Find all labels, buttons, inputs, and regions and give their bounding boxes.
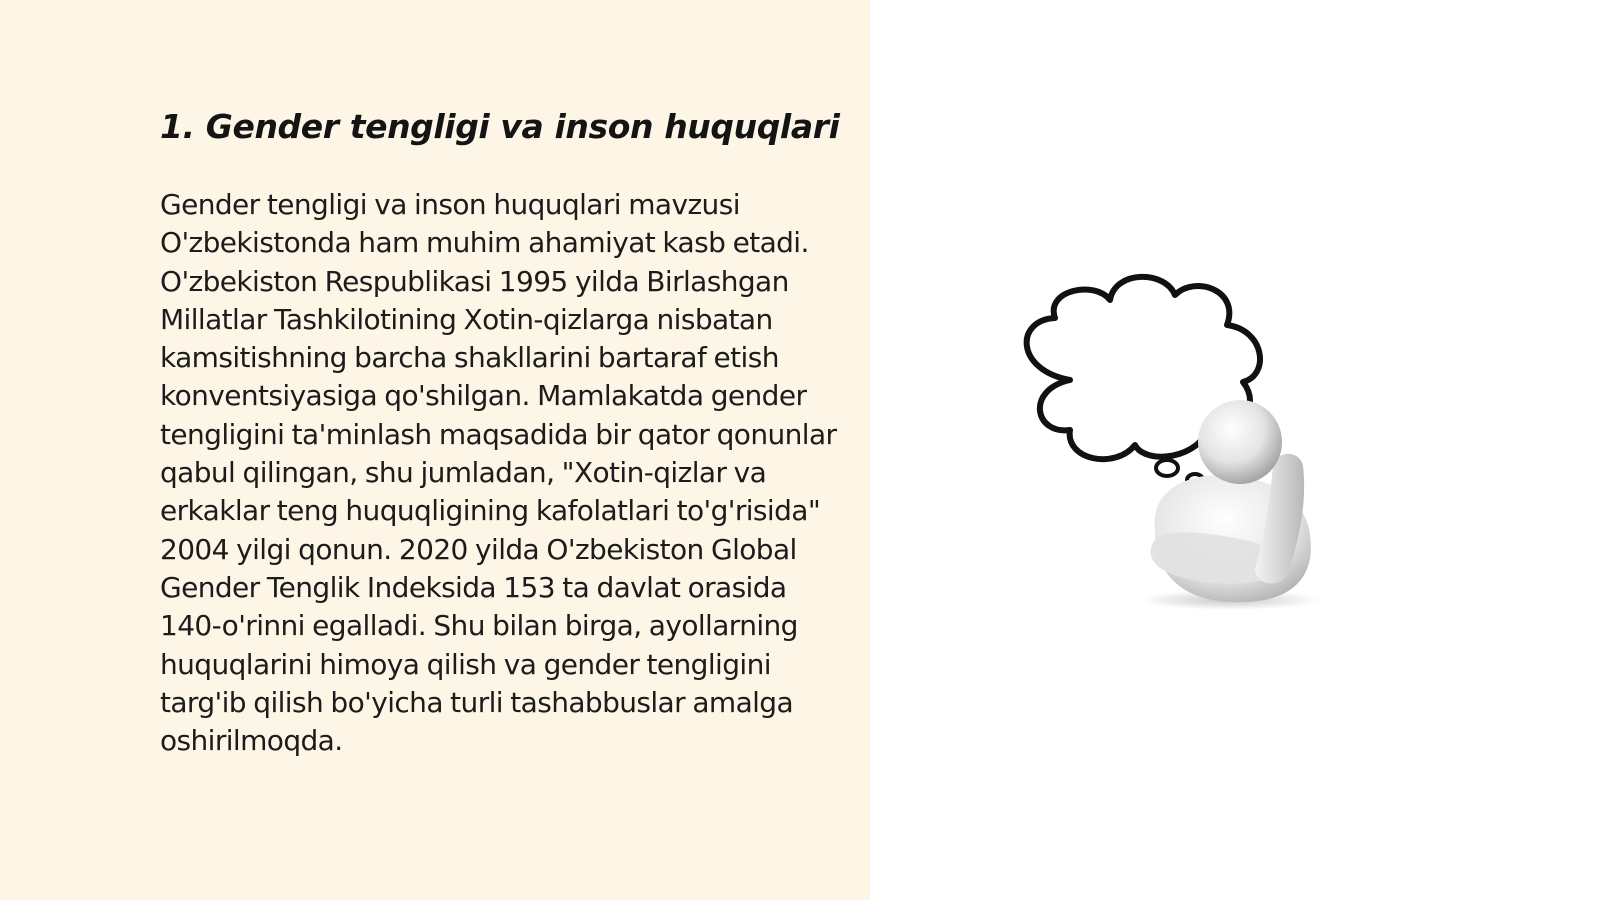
slide-body-text: Gender tengligi va inson huquqlari mavzusi O'zbekistonda ham muhim ahamiyat kasb etadi. O'zbekiston Respublikasi 1995 yilda Birlashgan Millatlar Tashkilotining Xotin-qizlarga nisbatan kamsitishning barcha shakllarini bartaraf etish konventsiyasiga qo'shilgan. Mamlakatda gender tengligini ta'minlash maqsadida bir qator qonunlar qabul qilingan, shu jumladan, "Xotin-qizlar va erkaklar teng huquqligining kafolatlari to'g'risida" 2004 yilgi qonun. 2020 yilda O'zbekiston Global Gender Tenglik Indeksida 153 ta davlat orasida 140-o'rinni egalladi. Shu bilan birga, ayollarning huquqlarini himoya qilish va gender tengligini targ'ib qilish bo'yicha turli tashabbuslar amalga oshirilmoqda. xyxy=(160,188,837,758)
thinking-person-icon xyxy=(1015,270,1345,620)
slide-title: 1. Gender tengligi va inson huquqlari xyxy=(160,107,840,146)
